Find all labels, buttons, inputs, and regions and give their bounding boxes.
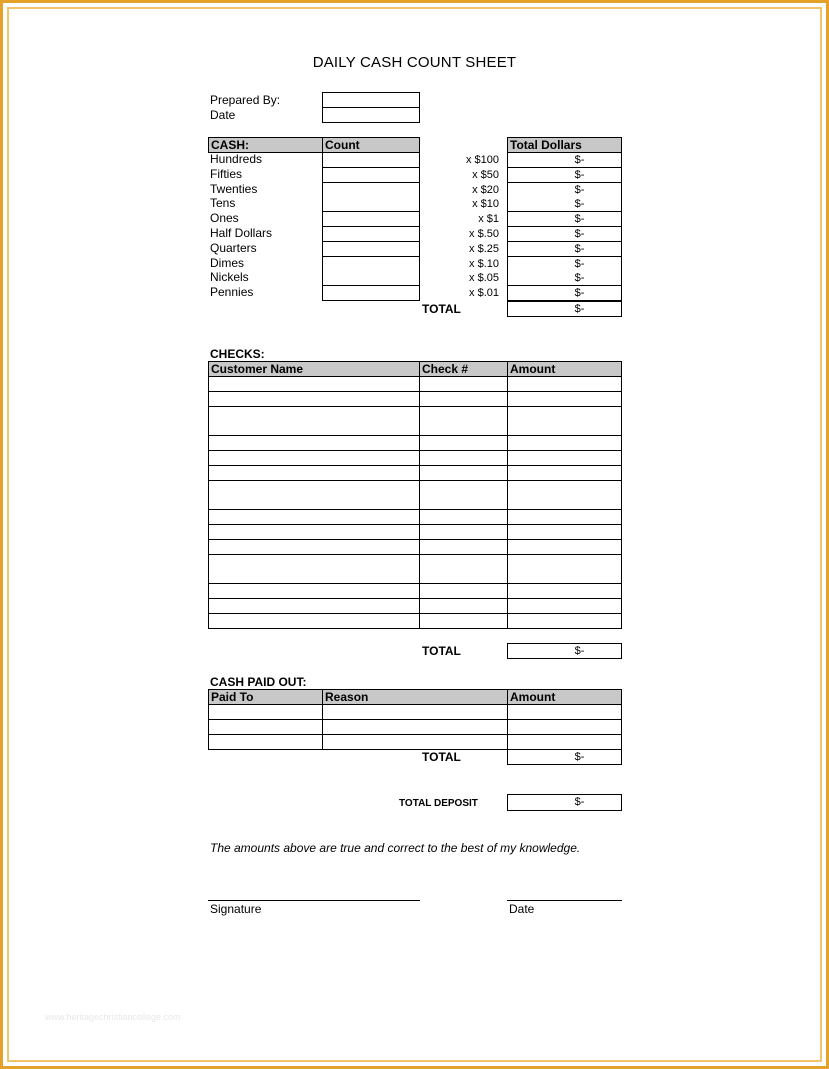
cash-header: CASH: — [208, 137, 323, 153]
check-customer-cell[interactable] — [208, 584, 420, 599]
watermark: www.heritagechristiancollege.com — [45, 1012, 181, 1022]
cash-multiplier: x $.50 — [469, 228, 499, 240]
check-customer-cell[interactable] — [208, 525, 420, 540]
checks-total-label: TOTAL — [422, 644, 461, 658]
cash-row-total: $- — [507, 227, 622, 242]
cash-multiplier: x $10 — [472, 198, 499, 211]
check-amount-cell[interactable] — [507, 466, 622, 481]
check-customer-cell[interactable] — [208, 451, 420, 466]
prepared-by-label: Prepared By: — [210, 93, 281, 107]
check-amount-cell[interactable] — [507, 495, 622, 510]
cash-count-input[interactable] — [322, 153, 420, 168]
cash-count-input[interactable] — [322, 286, 420, 301]
paid-amount-cell[interactable] — [507, 735, 622, 750]
check-number-cell[interactable] — [419, 392, 508, 407]
cash-row-total: $- — [507, 242, 622, 257]
cash-row-total: $- — [507, 197, 622, 212]
cash-multiplier: x $.10 — [469, 257, 499, 270]
cash-row-total: $- — [507, 286, 622, 301]
check-customer-cell[interactable] — [208, 421, 420, 436]
check-customer-cell[interactable] — [208, 614, 420, 629]
cash-row-label: Pennies — [210, 285, 254, 300]
date-label: Date — [210, 108, 236, 122]
paid-out-section-label: CASH PAID OUT: — [210, 675, 307, 689]
cash-row-total: $- — [507, 212, 622, 227]
check-customer-cell[interactable] — [208, 599, 420, 614]
cash-total-value: $- — [507, 301, 622, 317]
total-dollars-header: Total Dollars — [507, 137, 622, 153]
check-number-cell[interactable] — [419, 377, 508, 392]
paid-out-total-value: $- — [507, 749, 622, 765]
total-deposit-label: TOTAL DEPOSIT — [399, 798, 478, 809]
paid-to-cell[interactable] — [208, 735, 323, 750]
check-amount-cell[interactable] — [507, 392, 622, 407]
check-amount-cell[interactable] — [507, 599, 622, 614]
cash-row-label: Hundreds — [210, 152, 263, 166]
col-paid-to: Paid To — [208, 689, 323, 705]
check-customer-cell[interactable] — [208, 495, 420, 510]
cash-multiplier: x $.25 — [469, 242, 499, 255]
check-number-cell[interactable] — [419, 495, 508, 510]
check-number-cell[interactable] — [419, 569, 508, 584]
check-customer-cell[interactable] — [208, 555, 420, 570]
cash-count-input[interactable] — [322, 183, 420, 198]
check-number-cell[interactable] — [419, 510, 508, 525]
paid-amount-cell[interactable] — [507, 720, 622, 735]
check-number-cell[interactable] — [419, 421, 508, 436]
signature-label: Signature — [210, 902, 262, 916]
paid-out-total-label: TOTAL — [422, 750, 461, 764]
cash-row-label: Fifties — [210, 166, 243, 181]
check-amount-cell[interactable] — [507, 481, 622, 496]
check-customer-cell[interactable] — [208, 510, 420, 525]
certification-statement: The amounts above are true and correct to the best of my knowledge. — [210, 841, 581, 855]
prepared-by-field[interactable] — [322, 92, 420, 108]
check-customer-cell[interactable] — [208, 436, 420, 451]
paid-amount-cell[interactable] — [507, 705, 622, 720]
cash-row-total: $- — [507, 168, 622, 183]
col-check-amount: Amount — [507, 361, 622, 377]
check-amount-cell[interactable] — [507, 614, 622, 629]
cash-row-label: Quarters — [210, 240, 257, 255]
check-amount-cell[interactable] — [507, 436, 622, 451]
check-number-cell[interactable] — [419, 466, 508, 481]
cash-total-label: TOTAL — [422, 302, 461, 316]
cash-multiplier: x $1 — [478, 213, 499, 226]
check-number-cell[interactable] — [419, 599, 508, 614]
check-number-cell[interactable] — [419, 614, 508, 629]
check-customer-cell[interactable] — [208, 392, 420, 407]
cash-row-label: Dimes — [210, 255, 245, 270]
cash-count-input[interactable] — [322, 212, 420, 227]
checks-section-label: CHECKS: — [210, 347, 265, 361]
check-customer-cell[interactable] — [208, 466, 420, 481]
check-number-cell[interactable] — [419, 451, 508, 466]
cash-count-input[interactable] — [322, 257, 420, 272]
cash-row-total: $- — [507, 271, 622, 286]
signature-date-line[interactable] — [507, 900, 622, 901]
cash-multiplier: x $50 — [472, 168, 499, 181]
cash-multiplier: x $.05 — [469, 272, 499, 285]
col-paid-amount: Amount — [507, 689, 622, 705]
date-field[interactable] — [322, 107, 420, 123]
check-customer-cell[interactable] — [208, 540, 420, 555]
check-customer-cell[interactable] — [208, 481, 420, 496]
paid-to-cell[interactable] — [208, 705, 323, 720]
col-customer-name: Customer Name — [208, 361, 420, 377]
check-number-cell[interactable] — [419, 525, 508, 540]
check-number-cell[interactable] — [419, 407, 508, 422]
col-check-number: Check # — [419, 361, 508, 377]
check-number-cell[interactable] — [419, 540, 508, 555]
col-reason: Reason — [322, 689, 508, 705]
cash-row-total: $- — [507, 257, 622, 272]
cash-row-label: Ones — [210, 211, 239, 226]
check-customer-cell[interactable] — [208, 407, 420, 422]
cash-row-total: $- — [507, 153, 622, 168]
reason-cell[interactable] — [322, 705, 508, 720]
total-deposit-value: $- — [507, 794, 622, 811]
check-amount-cell[interactable] — [507, 451, 622, 466]
checks-total-value: $- — [507, 643, 622, 659]
check-amount-cell[interactable] — [507, 510, 622, 525]
cash-count-input[interactable] — [322, 227, 420, 242]
cash-multiplier: x $.01 — [469, 287, 499, 300]
check-amount-cell[interactable] — [507, 555, 622, 570]
signature-line[interactable] — [208, 900, 420, 901]
count-header: Count — [322, 137, 420, 153]
check-amount-cell[interactable] — [507, 377, 622, 392]
cash-row-label: Nickels — [210, 270, 249, 285]
cash-row-label: Half Dollars — [210, 226, 273, 240]
check-customer-cell[interactable] — [208, 377, 420, 392]
reason-cell[interactable] — [322, 735, 508, 750]
cash-row-label: Twenties — [210, 181, 258, 196]
check-amount-cell[interactable] — [507, 525, 622, 540]
cash-count-input[interactable] — [322, 242, 420, 257]
check-amount-cell[interactable] — [507, 421, 622, 436]
cash-row-total: $- — [507, 183, 622, 198]
check-customer-cell[interactable] — [208, 569, 420, 584]
cash-multiplier: x $20 — [472, 183, 499, 196]
check-number-cell[interactable] — [419, 481, 508, 496]
cash-count-input[interactable] — [322, 271, 420, 286]
signature-date-label: Date — [509, 902, 535, 916]
cash-count-input[interactable] — [322, 197, 420, 212]
check-amount-cell[interactable] — [507, 407, 622, 422]
check-number-cell[interactable] — [419, 436, 508, 451]
page-title: DAILY CASH COUNT SHEET — [312, 54, 517, 71]
cash-row-label: Tens — [210, 196, 236, 211]
cash-count-input[interactable] — [322, 168, 420, 183]
check-number-cell[interactable] — [419, 555, 508, 570]
check-amount-cell[interactable] — [507, 540, 622, 555]
paid-to-cell[interactable] — [208, 720, 323, 735]
reason-cell[interactable] — [322, 720, 508, 735]
check-number-cell[interactable] — [419, 584, 508, 599]
check-amount-cell[interactable] — [507, 569, 622, 584]
cash-multiplier: x $100 — [465, 154, 499, 166]
check-amount-cell[interactable] — [507, 584, 622, 599]
